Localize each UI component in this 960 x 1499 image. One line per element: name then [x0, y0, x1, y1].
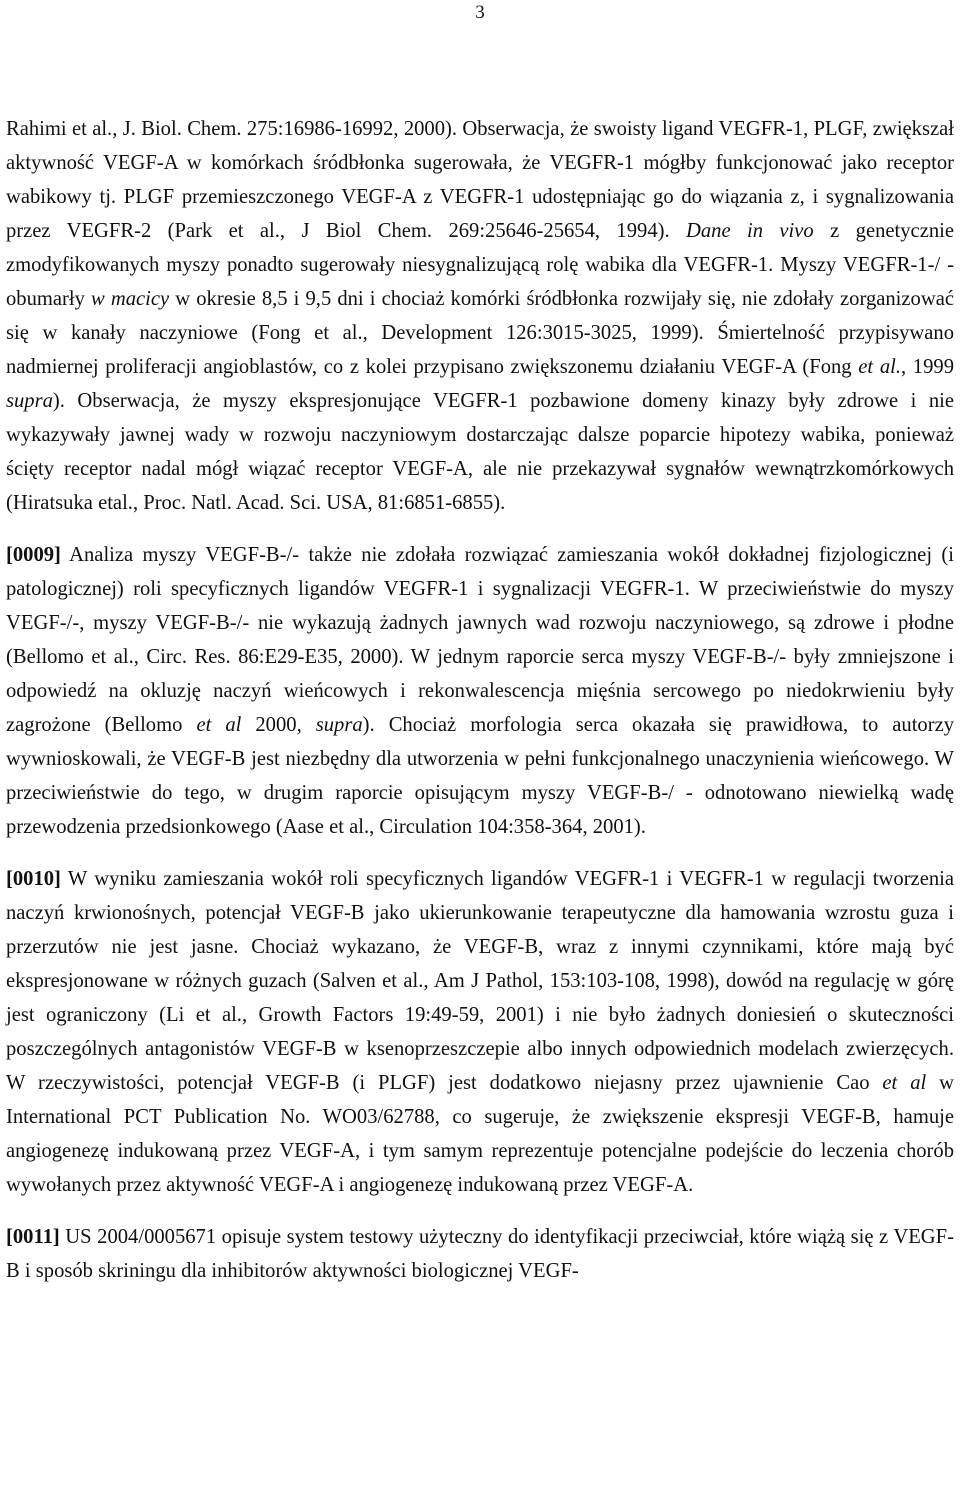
italic-term: et al	[196, 714, 242, 736]
paragraph-0010	[6, 862, 954, 1202]
text-run: Rahimi et al., J. Biol. Chem. 275:16986-16992, 2000). Obserwacja, że swoisty ligand VEGFR-1, PLGF, zwiększał aktywność VEGF-A w komórkach śródbłonka sugerowała, że VEGFR-1 mógłby funkcjonować jako receptor wabikowy tj. PLGF przemieszczonego VEGF-A z VEGFR-1 udostępniając go do wiązania z, i sygnalizowania przez VEGFR-2 (Park et al., J Biol Chem. 269:25646-25654, 1994).	[6, 118, 954, 242]
italic-term: supra	[6, 390, 53, 412]
paragraph-marker: [0009]	[6, 544, 61, 566]
italic-term: w macicy	[91, 288, 170, 310]
italic-term: et al.	[858, 356, 901, 378]
text-run: w International PCT Publication No. WO03/62788, co sugeruje, że zwiększenie ekspresji VEGF-B, hamuje angiogenezę indukowaną przez VEGF-A, i tym samym reprezentuje potencjalne podejście do leczenia chorób wywołanych przez aktywność VEGF-A i angiogenezę indukowaną przez VEGF-A.	[6, 1072, 954, 1196]
italic-term: supra	[315, 714, 363, 736]
paragraph-continued	[6, 112, 954, 520]
italic-term: et al	[882, 1072, 927, 1094]
italic-term: Dane in vivo	[686, 220, 814, 242]
paragraph-0011	[6, 1220, 954, 1288]
text-run: ). Chociaż morfologia serca okazała się prawidłowa, to autorzy wywnioskowali, że VEGF-B jest niezbędny dla utworzenia w pełni funkcjonalnego unaczynienia wieńcowego. W przeciwieństwie do tego, w drugim raporcie opisującym myszy VEGF-B-/ - odnotowano niewielką wadę przewodzenia przedsionkowego (Aase et al., Circulation 104:358-364, 2001).	[6, 714, 955, 838]
page-number: 3	[475, 2, 485, 23]
text-run: W wyniku zamieszania wokół roli specyficznych ligandów VEGFR-1 i VEGFR-1 w regulacji tworzenia naczyń krwionośnych, potencjał VEGF-B jako ukierunkowanie terapeutyczne dla hamowania wzrostu guza i przerzutów nie jest jasne. Chociaż wykazano, że VEGF-B, wraz z innymi czynnikami, które mają być ekspresjonowane w różnych guzach (Salven et al., Am J Pathol, 153:103-108, 1998), dowód na regulację w górę jest ograniczony (Li et al., Growth Factors 19:49-59, 2001) i nie było żadnych doniesień o skuteczności poszczególnych antagonistów VEGF-B w ksenoprzeszczepie albo innych odpowiednich modelach zwierzęcych. W rzeczywistości, potencjał VEGF-B (i PLGF) jest dodatkowo niejasny przez ujawnienie Cao	[6, 868, 954, 1094]
paragraph-0009	[6, 538, 954, 844]
document-body	[6, 112, 954, 1306]
paragraph-marker: [0011]	[6, 1226, 60, 1248]
text-run: , 1999	[900, 356, 954, 378]
text-run: 2000,	[241, 714, 316, 736]
text-run: ). Obserwacja, że myszy ekspresjonujące VEGFR-1 pozbawione domeny kinazy były zdrowe i nie wykazywały jawnej wady w rozwoju naczyniowym dostarczając dalsze poparcie hipotezy wabika, ponieważ ścięty receptor nadal mógł wiązać receptor VEGF-A, ale nie przekazywał sygnałów wewnątrzkomórkowych (Hiratsuka etal., Proc. Natl. Acad. Sci. USA, 81:6851-6855).	[6, 390, 954, 514]
paragraph-marker: [0010]	[6, 868, 61, 890]
text-run: z genetycznie zmodyfikowanych myszy ponadto sugerowały niesygnalizującą rolę wabika dla VEGFR-1. Myszy VEGFR-1-/ - obumarły	[6, 220, 954, 310]
text-run: Analiza myszy VEGF-B-/- także nie zdołała rozwiązać zamieszania wokół dokładnej fizjologicznej (i patologicznej) roli specyficznych ligandów VEGFR-1 i sygnalizacji VEGFR-1. W przeciwieństwie do myszy VEGF-/-, myszy VEGF-B-/- nie wykazują żadnych jawnych wad rozwoju naczyniowego, są zdrowe i płodne (Bellomo et al., Circ. Res. 86:E29-E35, 2000). W jednym raporcie serca myszy VEGF-B-/- były zmniejszone i odpowiedź na okluzję naczyń wieńcowych i rekonwalescencja mięśnia sercowego po niedokrwieniu były zagrożone (Bellomo	[6, 544, 954, 736]
text-run: w okresie 8,5 i 9,5 dni i chociaż komórki śródbłonka rozwijały się, nie zdołały zorganizować się w kanały naczyniowe (Fong et al., Development 126:3015-3025, 1999). Śmiertelność przypisywano nadmiernej proliferacji angioblastów, co z kolei przypisano zwiększonemu działaniu VEGF-A (Fong	[6, 288, 954, 378]
text-run: US 2004/0005671 opisuje system testowy użyteczny do identyfikacji przeciwciał, które wiążą się z VEGF-B i sposób skriningu dla inhibitorów aktywności biologicznej VEGF-	[6, 1226, 954, 1282]
